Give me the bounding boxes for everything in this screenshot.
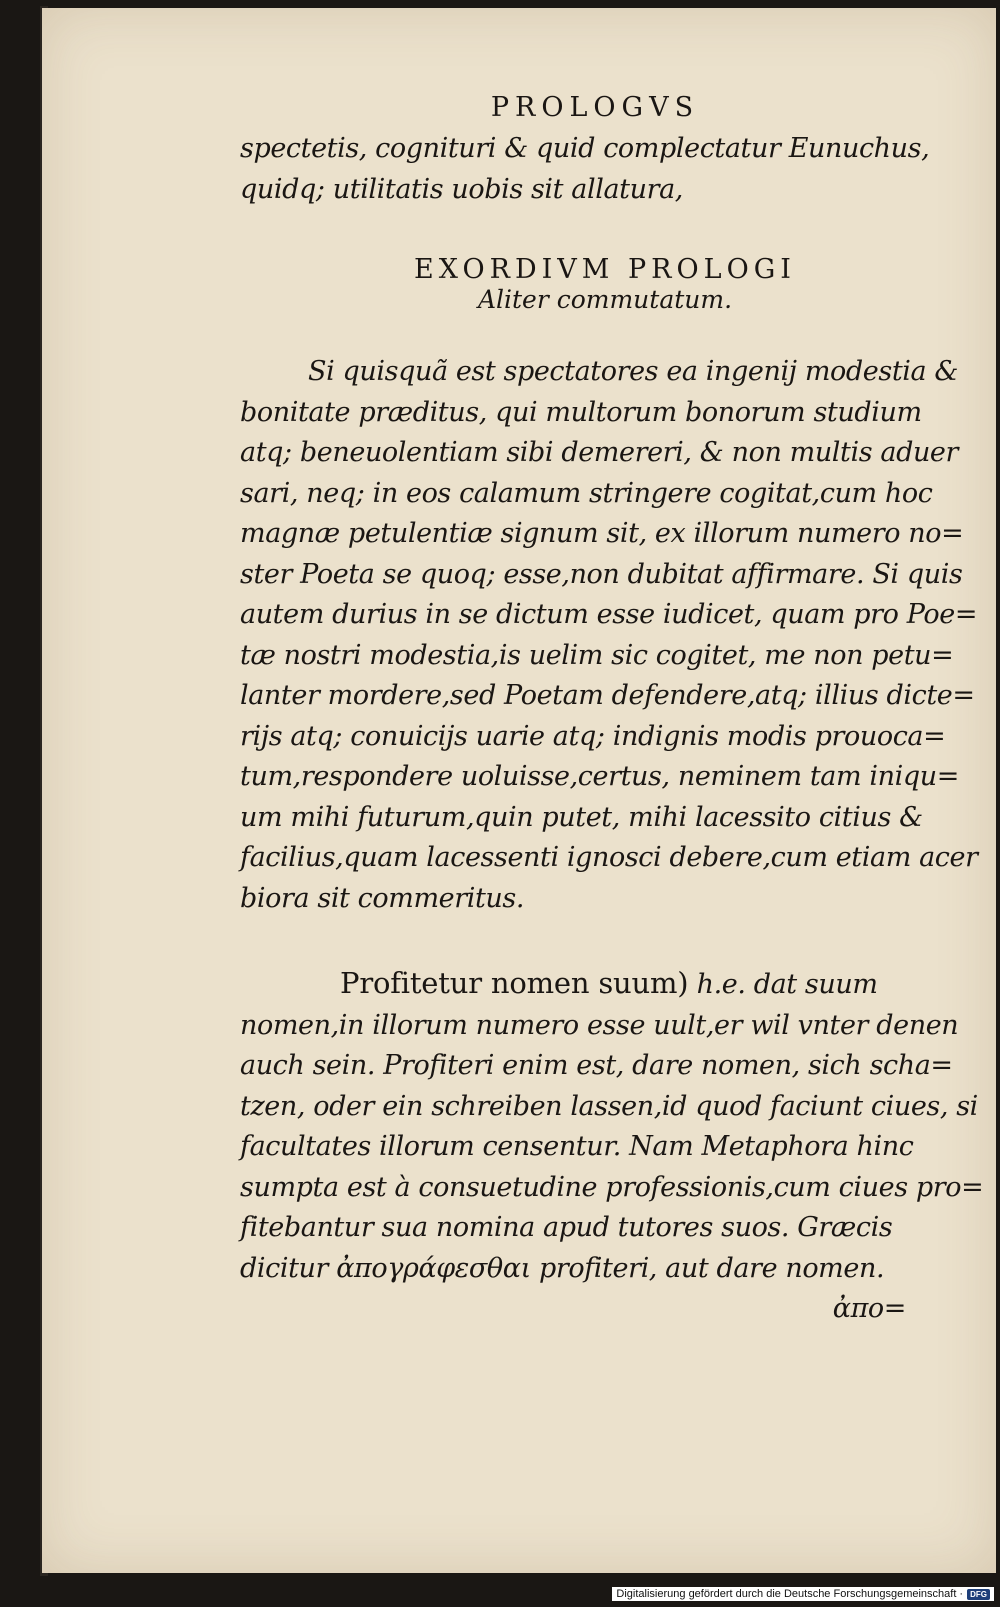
- text-line: autem durius in se dictum esse iudicet, quam pro Poe=: [240, 599, 978, 630]
- intro-line: spectetis, cognituri & quid complectatur Eunuchus,: [240, 133, 930, 164]
- text-line: dicitur ἀπογράφεσθαι profiteri, aut dare nomen.: [240, 1252, 885, 1284]
- digitization-footer: [612, 1587, 994, 1601]
- text-line: [240, 963, 930, 1006]
- text-line: Si quisquã est spectatores ea ingenij modestia &: [308, 356, 959, 387]
- text-line: lanter mordere,sed Poetam defendere,atq; illius dicte=: [240, 680, 975, 711]
- text-line: bonitate præditus, qui multorum bonorum studium: [240, 396, 922, 428]
- page-content: [240, 92, 984, 1330]
- text-line: facilius,quam lacessenti ignosci debere,cum etiam acer: [240, 842, 978, 873]
- intro-block: [240, 129, 930, 210]
- paragraph-2: [240, 963, 984, 1289]
- lemma-gloss: h.e. dat suum: [688, 969, 878, 1000]
- catchword: ἀπο=: [832, 1293, 906, 1324]
- text-line: facultates illorum censentur. Nam Metaphora hinc: [240, 1131, 914, 1162]
- text-line: atq; beneuolentiam sibi demereri, & non multis aduer: [240, 437, 959, 468]
- text-line: tæ nostri modestia,is uelim sic cogitet, me non petu=: [240, 639, 954, 671]
- text-line: sari, neq; in eos calamum stringere cogitat,cum hoc: [240, 477, 933, 509]
- paragraph-1: [240, 352, 978, 919]
- dfg-logo-icon: DFG: [967, 1589, 990, 1600]
- text-line: magnæ petulentiæ signum sit, ex illorum numero no=: [240, 518, 964, 549]
- text-line: biora sit commeritus.: [240, 882, 525, 914]
- intro-line: quidq; utilitatis uobis sit allatura,: [240, 173, 683, 205]
- text-line: auch sein. Profiteri enim est, dare nomen, sich scha=: [240, 1050, 953, 1081]
- text-line: nomen,in illorum numero esse uult,er wil vnter denen: [240, 1009, 959, 1041]
- text-line: sumpta est à consuetudine professionis,cum ciues pro=: [240, 1171, 984, 1203]
- lemma: Profitetur nomen suum): [340, 966, 689, 1000]
- section-title: EXORDIVM PROLOGI: [414, 254, 796, 285]
- footer-text: Digitalisierung gefördert durch die Deutsche Forschungsgemeinschaft ·: [616, 1588, 964, 1600]
- text-line: um mihi futurum,quin putet, mihi lacessito citius &: [240, 801, 923, 833]
- running-head: PROLOGVS: [490, 92, 700, 123]
- text-line: tzen, oder ein schreiben lassen,id quod faciunt ciues, si: [240, 1090, 978, 1122]
- text-line: ster Poeta se quoq; esse,non dubitat affirmare. Si quis: [240, 558, 963, 590]
- text-line: fitebantur sua nomina apud tutores suos. Græcis: [240, 1212, 893, 1243]
- text-line: tum,respondere uoluisse,certus, neminem tam iniqu=: [240, 761, 959, 792]
- text-line: rijs atq; conuicijs uarie atq; indignis modis prouoca=: [240, 720, 946, 752]
- section-subtitle: Aliter commutatum.: [477, 285, 733, 314]
